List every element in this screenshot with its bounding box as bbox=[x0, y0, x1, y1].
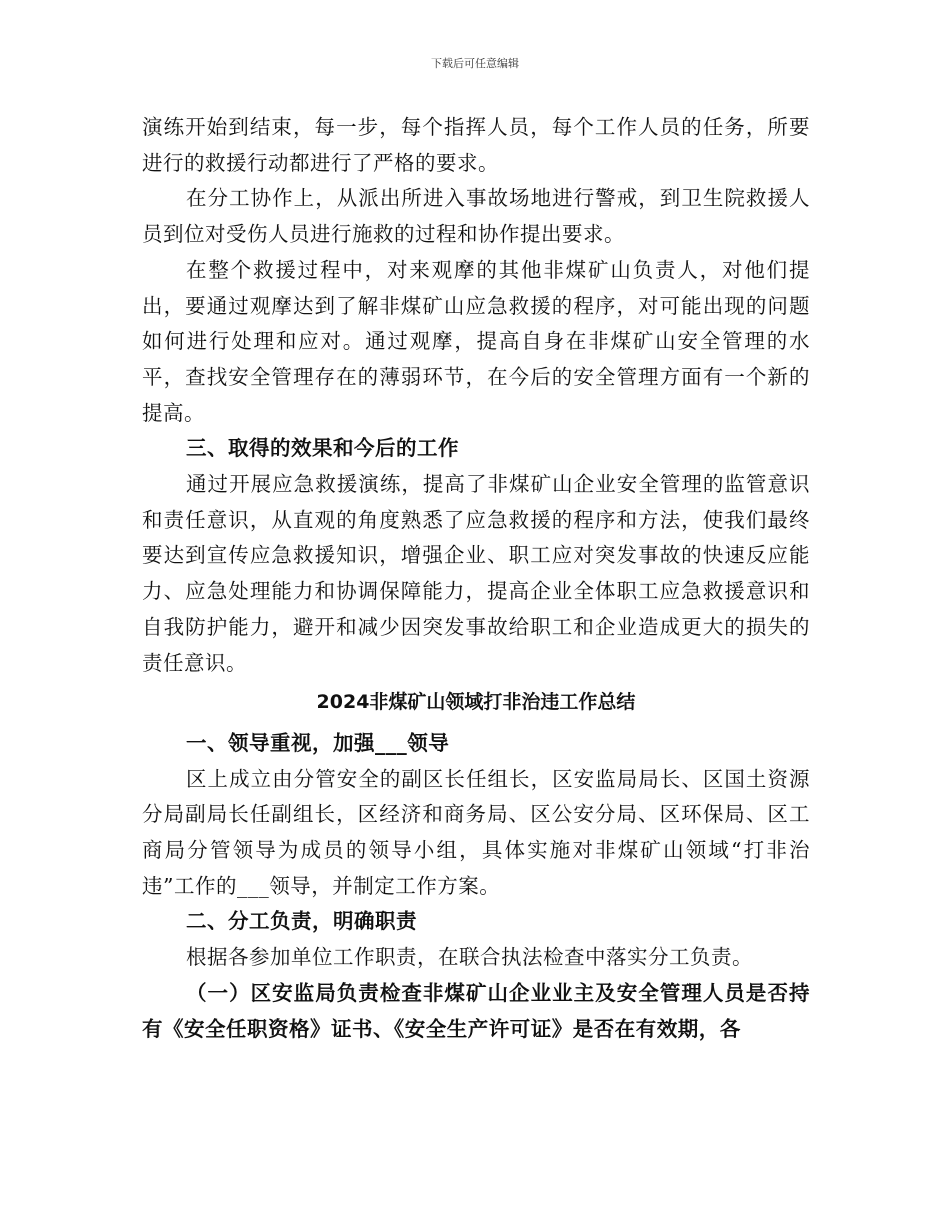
paragraph: 在整个救援过程中，对来观摩的其他非煤矿山负责人，对他们提出，要通过观摩达到了解非煤矿山应急救援的程序，对可能出现的问题如何进行处理和应对。通过观摩，提高自身在非煤矿山安全管理的水平，查找安全管理存在的薄弱环节，在今后的安全管理方面有一个新的提高。 bbox=[142, 257, 810, 425]
section-heading: 一、领导重视，加强___领导 bbox=[186, 730, 450, 755]
paragraph: 在分工协作上，从派出所进入事故场地进行警戒，到卫生院救援人员到位对受伤人员进行施救的过程和协作提出要求。 bbox=[142, 186, 810, 247]
section-heading: 二、分工负责，明确职责 bbox=[186, 909, 417, 934]
document-title: 2024非煤矿山领域打非治违工作总结 bbox=[316, 691, 636, 714]
paragraph: 区上成立由分管安全的副区长任组长，区安监局局长、区国土资源分局副局长任副组长，区经济和商务局、区公安分局、区环保局、区工商局分管领导为成员的领导小组，具体实施对非煤矿山领域“打非治违”工作的___领导，并制定工作方案。 bbox=[142, 766, 810, 898]
section-heading: 三、取得的效果和今后的工作 bbox=[186, 436, 459, 461]
document-body bbox=[142, 110, 810, 1047]
bold-paragraph: （一）区安监局负责检查非煤矿山企业业主及安全管理人员是否持有《安全任职资格》证书、《安全生产许可证》是否在有效期，各 bbox=[142, 980, 810, 1041]
page-header: 下载后可任意编辑 bbox=[431, 57, 519, 70]
paragraph: 根据各参加单位工作职责，在联合执法检查中落实分工负责。 bbox=[186, 945, 753, 970]
paragraph: 通过开展应急救援演练，提高了非煤矿山企业安全管理的监管意识和责任意识，从直观的角度熟悉了应急救援的程序和方法，使我们最终要达到宣传应急救援知识，增强企业、职工应对突发事故的快速反应能力、应急处理能力和协调保障能力，提高企业全体职工应急救援意识和自我防护能力，避开和减少因突发事故给职工和企业造成更大的损失的责任意识。 bbox=[142, 472, 810, 675]
paragraph: 演练开始到结束，每一步，每个指挥人员，每个工作人员的任务，所要进行的救援行动都进行了严格的要求。 bbox=[142, 115, 810, 175]
